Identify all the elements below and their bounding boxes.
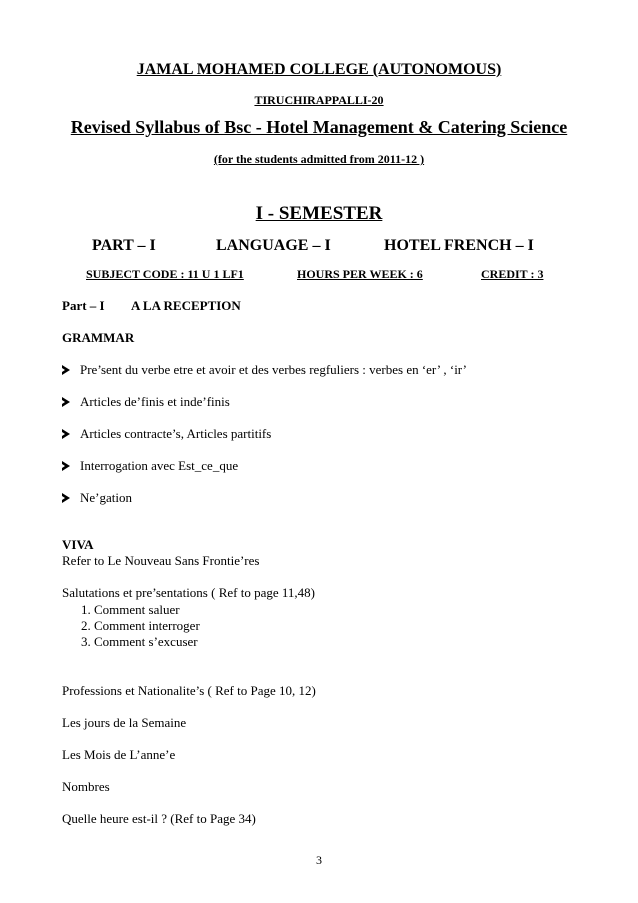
arrow-bullet-icon	[62, 493, 70, 503]
arrow-bullet-icon	[62, 397, 70, 407]
arrow-bullet-icon	[62, 365, 70, 375]
page-number: 3	[316, 853, 322, 867]
credit: CREDIT : 3	[481, 267, 544, 281]
professions-topic: Professions et Nationalite’s ( Ref to Page 10, 12)	[62, 683, 316, 698]
part-label: PART – I	[92, 237, 156, 254]
list-item: 3. Comment s’excuser	[81, 634, 198, 649]
arrow-bullet-icon	[62, 429, 70, 439]
grammar-heading: GRAMMAR	[62, 330, 135, 345]
mois-topic: Les Mois de L’anne’e	[62, 747, 176, 762]
jours-topic: Les jours de la Semaine	[62, 715, 187, 730]
admitted-note: (for the students admitted from 2011-12 )	[213, 152, 425, 166]
grammar-item-text: Articles contracte’s, Articles partitifs	[80, 426, 272, 441]
part-one-title: A LA RECEPTION	[131, 298, 241, 313]
viva-heading: VIVA	[62, 537, 94, 552]
heure-topic: Quelle heure est-il ? (Ref to Page 34)	[62, 811, 256, 826]
viva-reference: Refer to Le Nouveau Sans Frontie’res	[62, 553, 260, 568]
semester-heading: I - SEMESTER	[255, 203, 383, 224]
syllabus-title: Revised Syllabus of Bsc - Hotel Management & Catering Science	[70, 117, 568, 137]
subject-code: SUBJECT CODE : 11 U 1 LF1	[86, 267, 244, 281]
college-city: TIRUCHIRAPPALLI-20	[254, 93, 384, 107]
grammar-item-text: Interrogation avec Est_ce_que	[80, 458, 239, 473]
list-item: 2. Comment interroger	[81, 618, 200, 633]
subject-name: HOTEL FRENCH – I	[384, 237, 534, 254]
arrow-bullet-icon	[62, 461, 70, 471]
nombres-topic: Nombres	[62, 779, 110, 794]
salutations-topic: Salutations et pre’sentations ( Ref to page 11,48)	[62, 585, 315, 600]
part-one-label: Part – I	[62, 298, 105, 313]
language-label: LANGUAGE – I	[216, 237, 331, 254]
grammar-item-text: Pre’sent du verbe etre et avoir et des verbes regfuliers : verbes en ‘er’ , ‘ir’	[80, 362, 467, 377]
hours-per-week: HOURS PER WEEK : 6	[297, 267, 423, 281]
grammar-item-text: Ne’gation	[80, 490, 132, 505]
grammar-item-text: Articles de’finis et inde’finis	[80, 394, 230, 409]
college-title: JAMAL MOHAMED COLLEGE (AUTONOMOUS)	[136, 61, 502, 78]
list-item: 1. Comment saluer	[81, 602, 180, 617]
